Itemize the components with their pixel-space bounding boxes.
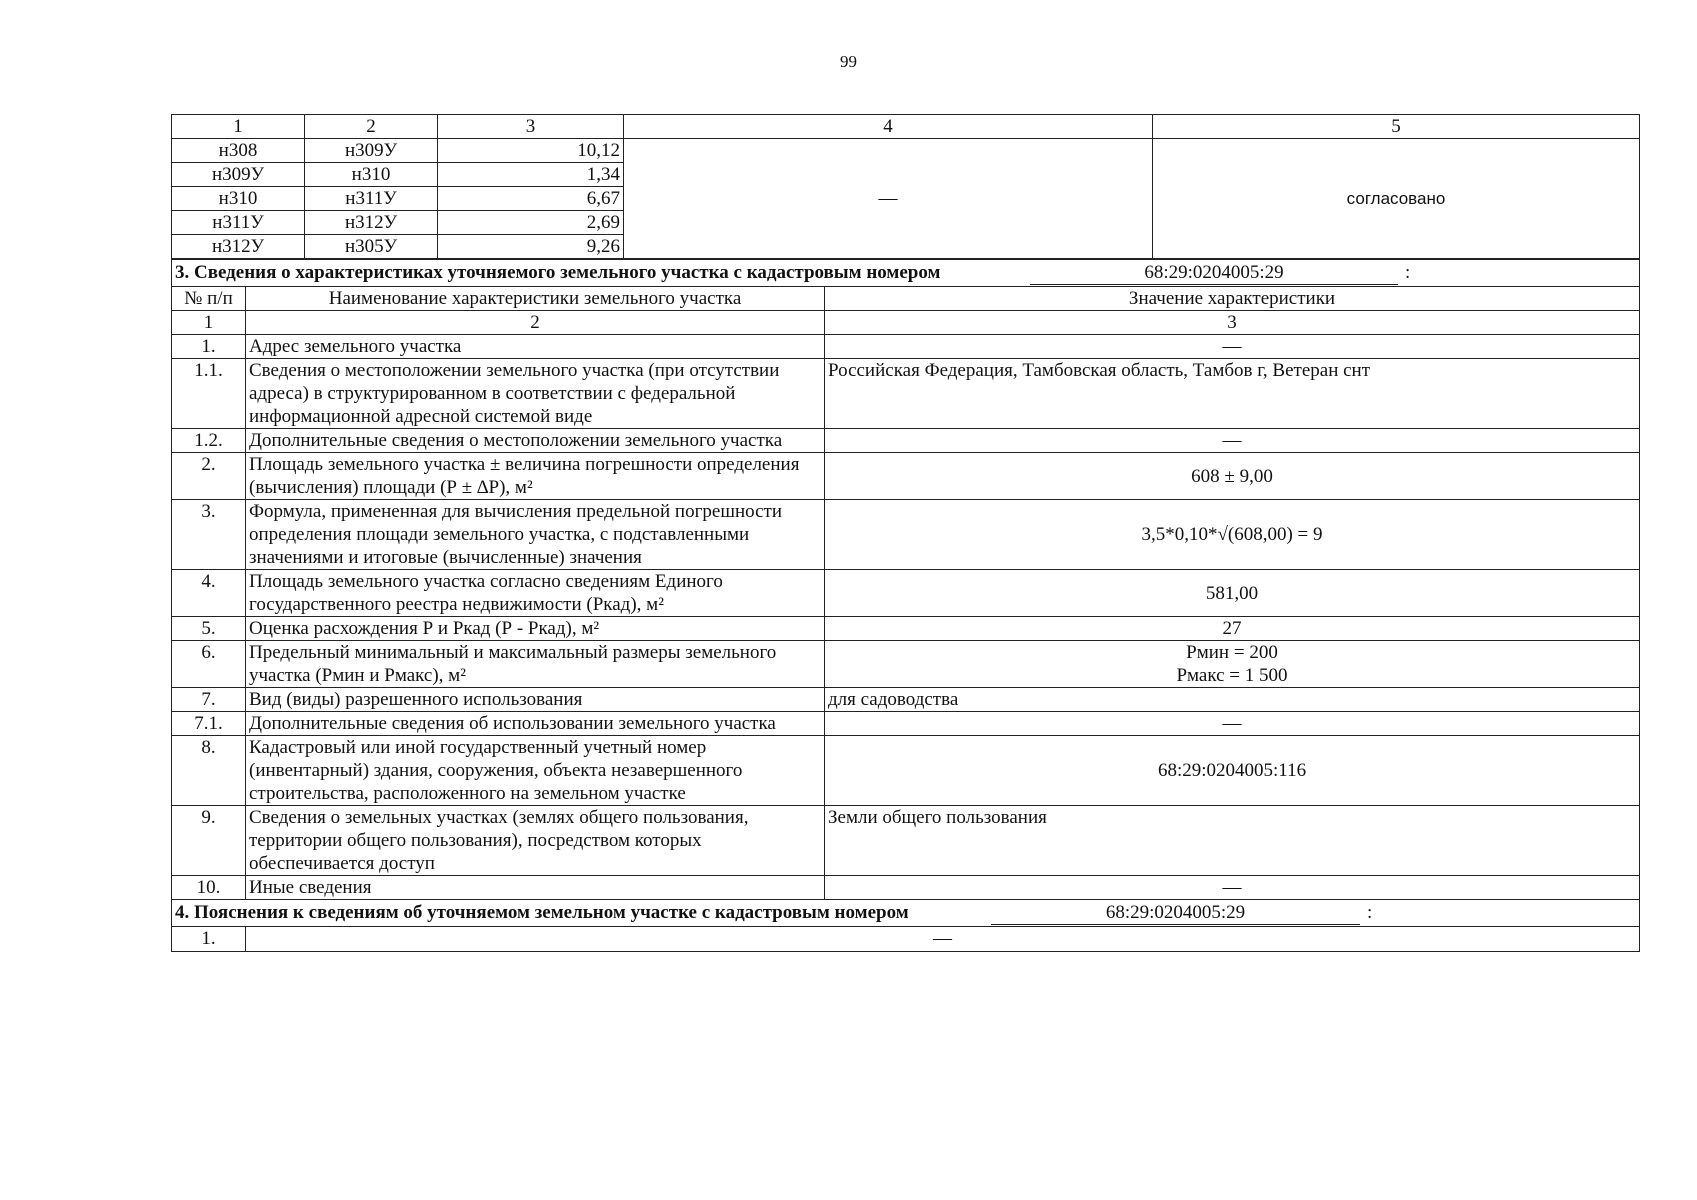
section3-header-row [172,260,1640,287]
table-row [172,712,1640,736]
page-number: 99 [840,52,857,71]
table-row [172,139,1640,163]
segment-length: 10,12 [438,139,624,163]
row-number: 1. [172,927,246,952]
characteristic-value: — [825,429,1640,453]
point-from: н308 [172,139,305,163]
header-number: № п/п [172,287,246,311]
row-number: 6. [172,641,246,688]
characteristic-value: — [825,712,1640,736]
segment-length: 2,69 [438,211,624,235]
section4-cadastral-number: 68:29:0204005:29 [991,901,1360,925]
characteristic-value: Земли общего пользования [825,806,1640,876]
characteristic-name: Оценка расхождения Р и Ркад (Р - Ркад), м² [246,617,825,641]
table-row [172,359,1640,429]
point-to: н310 [305,163,438,187]
table-row [172,876,1640,900]
characteristic-value: 608 ± 9,00 [825,453,1640,500]
characteristic-name: Сведения о местоположении земельного участка (при отсутствии адреса) в структурированном в соответствии с федеральной информационной адресной системой виде [246,359,825,429]
column-number: 2 [246,311,825,335]
point-to: н305У [305,235,438,259]
point-from: н309У [172,163,305,187]
characteristic-name: Вид (виды) разрешенного использования [246,688,825,712]
characteristic-name: Дополнительные сведения о местоположении земельного участка [246,429,825,453]
row-number: 9. [172,806,246,876]
header-cell: 1 [172,115,305,139]
row-number: 7. [172,688,246,712]
row-number: 3. [172,500,246,570]
characteristic-name: Адрес земельного участка [246,335,825,359]
row-number: 1.2. [172,429,246,453]
header-name: Наименование характеристики земельного участка [246,287,825,311]
characteristic-value: — [825,876,1640,900]
characteristic-value: Российская Федерация, Тамбовская область, Тамбов г, Ветеран снт [825,359,1640,429]
characteristics-header-row [172,287,1640,311]
section4-colon: : [1367,902,1373,923]
characteristic-value: 3,5*0,10*√(608,00) = 9 [825,500,1640,570]
row-number: 8. [172,736,246,806]
table-row [172,429,1640,453]
characteristic-name: Площадь земельного участка ± величина погрешности определения (вычисления) площади (Р ± ∆Р), м² [246,453,825,500]
characteristic-value [825,641,1640,688]
column-number: 1 [172,311,246,335]
document-table-frame [171,114,1639,952]
characteristic-value: 68:29:0204005:116 [825,736,1640,806]
characteristic-name: Дополнительные сведения об использовании земельного участка [246,712,825,736]
characteristic-value: 581,00 [825,570,1640,617]
section3-colon: : [1405,262,1411,283]
characteristic-name: Сведения о земельных участках (землях общего пользования, территории общего пользования), посредством которых обеспечивается доступ [246,806,825,876]
table-row [172,500,1640,570]
point-to: н312У [305,211,438,235]
section4-row [172,927,1640,952]
section4-heading [172,900,1640,927]
table-row [172,806,1640,876]
table-row [172,641,1640,688]
row-number: 1. [172,335,246,359]
boundary-header-row [172,115,1640,139]
segment-length: 9,26 [438,235,624,259]
row-number: 7.1. [172,712,246,736]
header-cell: 3 [438,115,624,139]
segment-length: 1,34 [438,163,624,187]
point-to: н311У [305,187,438,211]
table-row [172,617,1640,641]
row-number: 2. [172,453,246,500]
point-from: н310 [172,187,305,211]
header-cell: 5 [1153,115,1640,139]
table-row [172,335,1640,359]
section4-header-row [172,900,1640,927]
segment-length: 6,67 [438,187,624,211]
explanation-value: — [246,927,1640,952]
characteristic-name: Формула, примененная для вычисления предельной погрешности определения площади земельного участка, с подставленными значениями и итоговые (вычисленные) значения [246,500,825,570]
characteristic-value: — [825,335,1640,359]
characteristic-value: 27 [825,617,1640,641]
characteristic-name: Площадь земельного участка согласно сведениям Единого государственного реестра недвижимости (Ркад), м² [246,570,825,617]
row-number: 5. [172,617,246,641]
header-cell: 2 [305,115,438,139]
table-row [172,688,1640,712]
row-number: 4. [172,570,246,617]
table-row [172,453,1640,500]
header-cell: 4 [624,115,1153,139]
col4-value: — [624,139,1153,259]
header-value: Значение характеристики [825,287,1640,311]
row-number: 10. [172,876,246,900]
column-number: 3 [825,311,1640,335]
table-row [172,736,1640,806]
point-from: н311У [172,211,305,235]
section3-title: 3. Сведения о характеристиках уточняемого земельного участка с кадастровым номером [175,262,941,283]
column-numbers-row [172,311,1640,335]
point-from: н312У [172,235,305,259]
row-number: 1.1. [172,359,246,429]
section3-heading [172,260,1640,287]
section4-title: 4. Пояснения к сведениям об уточняемом земельном участке с кадастровым номером [175,902,909,923]
characteristic-name: Кадастровый или иной государственный учетный номер (инвентарный) здания, сооружения, объекта незавершенного строительства, расположенного на земельном участке [246,736,825,806]
characteristic-name: Иные сведения [246,876,825,900]
boundary-table [171,114,1640,259]
area-max: Рмакс = 1 500 [1176,665,1288,686]
section3-cadastral-number: 68:29:0204005:29 [1030,261,1398,285]
point-to: н309У [305,139,438,163]
characteristics-table [171,259,1640,952]
table-row [172,570,1640,617]
agreement-status: согласовано [1153,139,1640,259]
area-min: Рмин = 200 [1186,642,1278,663]
characteristic-value: для садоводства [825,688,1640,712]
characteristic-name: Предельный минимальный и максимальный размеры земельного участка (Рмин и Рмакс), м² [246,641,825,688]
